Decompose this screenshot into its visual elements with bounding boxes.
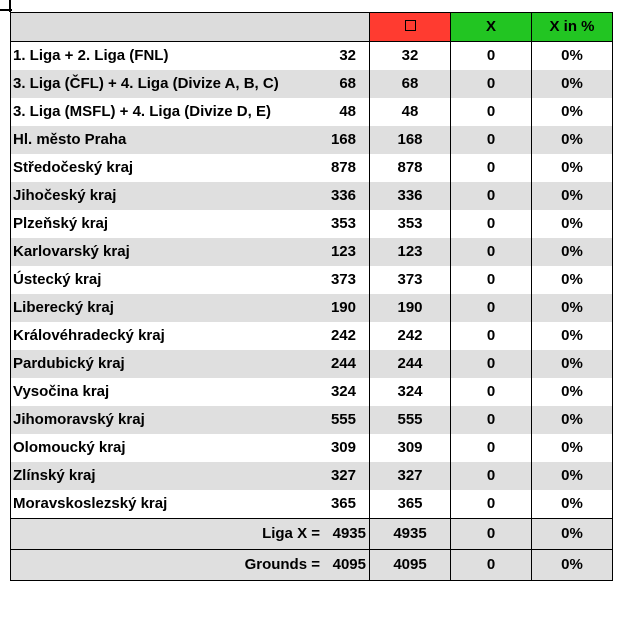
row-count[interactable]: 555 — [370, 406, 451, 434]
table-row — [11, 490, 613, 519]
header-row — [11, 13, 613, 42]
row-x-pct[interactable]: 0% — [532, 406, 613, 434]
row-name-cell[interactable] — [11, 238, 370, 266]
row-x-pct[interactable]: 0% — [532, 182, 613, 210]
row-total: 353 — [330, 215, 356, 232]
table-row — [11, 378, 613, 406]
row-total: 324 — [330, 383, 356, 400]
row-x[interactable]: 0 — [451, 406, 532, 434]
table-row — [11, 350, 613, 378]
row-name: Královéhradecký kraj — [13, 327, 165, 344]
row-x[interactable]: 0 — [451, 294, 532, 322]
row-count[interactable]: 242 — [370, 322, 451, 350]
row-count[interactable]: 190 — [370, 294, 451, 322]
row-x-pct[interactable]: 0% — [532, 126, 613, 154]
row-total: 68 — [339, 75, 356, 92]
row-x[interactable]: 0 — [451, 462, 532, 490]
summary-total: 4935 — [332, 525, 366, 542]
row-name: 3. Liga (MSFL) + 4. Liga (Divize D, E) — [13, 103, 271, 120]
summary-x[interactable]: 0 — [451, 519, 532, 550]
row-name-cell[interactable] — [11, 266, 370, 294]
row-total: 373 — [330, 271, 356, 288]
row-count[interactable]: 309 — [370, 434, 451, 462]
row-total: 190 — [330, 299, 356, 316]
row-total: 555 — [330, 411, 356, 428]
row-name-cell[interactable] — [11, 434, 370, 462]
table-row — [11, 182, 613, 210]
row-name-cell[interactable] — [11, 322, 370, 350]
cell-cursor-cross — [0, 0, 12, 12]
row-name: Plzeňský kraj — [13, 215, 109, 232]
row-x-pct[interactable]: 0% — [532, 210, 613, 238]
row-x[interactable]: 0 — [451, 182, 532, 210]
row-name-cell[interactable] — [11, 182, 370, 210]
row-name-cell[interactable] — [11, 154, 370, 182]
row-count[interactable]: 878 — [370, 154, 451, 182]
row-name: Ústecký kraj — [13, 271, 102, 288]
row-name: Moravskoslezský kraj — [13, 495, 168, 512]
row-count[interactable]: 48 — [370, 98, 451, 126]
table-row — [11, 434, 613, 462]
row-total: 168 — [330, 131, 356, 148]
row-count[interactable]: 123 — [370, 238, 451, 266]
row-x-pct[interactable]: 0% — [532, 462, 613, 490]
row-name-cell[interactable] — [11, 462, 370, 490]
summary-count[interactable]: 4935 — [370, 519, 451, 550]
row-count[interactable]: 336 — [370, 182, 451, 210]
row-x[interactable]: 0 — [451, 434, 532, 462]
table-row — [11, 462, 613, 490]
row-name-cell[interactable] — [11, 378, 370, 406]
table-row — [11, 322, 613, 350]
summary-x-pct[interactable]: 0% — [532, 519, 613, 550]
summary-x[interactable]: 0 — [451, 550, 532, 581]
row-total: 48 — [339, 103, 356, 120]
row-x[interactable]: 0 — [451, 42, 532, 71]
row-x-pct[interactable]: 0% — [532, 42, 613, 71]
row-name-cell[interactable] — [11, 350, 370, 378]
row-name-cell[interactable] — [11, 490, 370, 519]
header-cell-x[interactable]: X — [451, 13, 532, 42]
summary-label-cell[interactable] — [11, 550, 370, 581]
table-row — [11, 126, 613, 154]
summary-count[interactable]: 4095 — [370, 550, 451, 581]
header-cell-name[interactable] — [11, 13, 370, 42]
row-name: Jihočeský kraj — [13, 187, 117, 204]
row-x-pct[interactable]: 0% — [532, 322, 613, 350]
row-name: Zlínský kraj — [13, 467, 96, 484]
row-x[interactable]: 0 — [451, 266, 532, 294]
summary-label-cell[interactable] — [11, 519, 370, 550]
row-total: 244 — [330, 355, 356, 372]
summary-label: Liga X = — [262, 525, 320, 542]
row-x-pct[interactable]: 0% — [532, 238, 613, 266]
summary-row — [11, 519, 613, 550]
row-name: Karlovarský kraj — [13, 243, 130, 260]
row-x[interactable]: 0 — [451, 238, 532, 266]
box-icon — [405, 20, 416, 31]
row-name: 1. Liga + 2. Liga (FNL) — [13, 47, 169, 64]
row-x-pct[interactable]: 0% — [532, 294, 613, 322]
table-row — [11, 294, 613, 322]
row-x[interactable]: 0 — [451, 154, 532, 182]
row-total: 32 — [339, 47, 356, 64]
row-x-pct[interactable]: 0% — [532, 266, 613, 294]
row-x-pct[interactable]: 0% — [532, 350, 613, 378]
row-x[interactable]: 0 — [451, 210, 532, 238]
table-row — [11, 42, 613, 71]
row-name: Jihomoravský kraj — [13, 411, 145, 428]
row-count[interactable]: 353 — [370, 210, 451, 238]
row-count[interactable]: 324 — [370, 378, 451, 406]
row-x-pct[interactable]: 0% — [532, 154, 613, 182]
row-name: Hl. město Praha — [13, 131, 127, 148]
table-row — [11, 70, 613, 98]
row-name: 3. Liga (ČFL) + 4. Liga (Divize A, B, C) — [13, 75, 279, 92]
row-x[interactable]: 0 — [451, 126, 532, 154]
row-total: 123 — [330, 243, 356, 260]
row-name-cell[interactable] — [11, 210, 370, 238]
row-total: 242 — [330, 327, 356, 344]
row-count[interactable]: 373 — [370, 266, 451, 294]
table-row — [11, 154, 613, 182]
summary-total: 4095 — [332, 556, 366, 573]
row-total: 327 — [330, 467, 356, 484]
row-name-cell[interactable] — [11, 42, 370, 71]
row-count[interactable]: 68 — [370, 70, 451, 98]
row-name-cell[interactable] — [11, 98, 370, 126]
spreadsheet-table — [10, 12, 613, 581]
row-name: Vysočina kraj — [13, 383, 110, 400]
row-x[interactable]: 0 — [451, 490, 532, 519]
row-count[interactable]: 244 — [370, 350, 451, 378]
row-name: Středočeský kraj — [13, 159, 134, 176]
row-total: 878 — [330, 159, 356, 176]
row-total: 309 — [330, 439, 356, 456]
row-x-pct[interactable]: 0% — [532, 98, 613, 126]
row-count[interactable]: 32 — [370, 42, 451, 71]
row-x[interactable]: 0 — [451, 98, 532, 126]
table-row — [11, 98, 613, 126]
row-count[interactable]: 327 — [370, 462, 451, 490]
row-x[interactable]: 0 — [451, 70, 532, 98]
table-row — [11, 210, 613, 238]
row-name-cell[interactable] — [11, 294, 370, 322]
row-total: 336 — [330, 187, 356, 204]
row-name: Pardubický kraj — [13, 355, 125, 372]
row-x[interactable]: 0 — [451, 378, 532, 406]
row-x[interactable]: 0 — [451, 322, 532, 350]
row-x[interactable]: 0 — [451, 350, 532, 378]
row-x-pct[interactable]: 0% — [532, 378, 613, 406]
summary-label: Grounds = — [244, 556, 320, 573]
row-x-pct[interactable]: 0% — [532, 490, 613, 519]
row-count[interactable]: 168 — [370, 126, 451, 154]
row-x-pct[interactable]: 0% — [532, 70, 613, 98]
row-name-cell[interactable] — [11, 406, 370, 434]
table-row — [11, 266, 613, 294]
row-total: 365 — [330, 495, 356, 512]
header-cell-red[interactable] — [370, 13, 451, 42]
table-row — [11, 238, 613, 266]
row-name: Liberecký kraj — [13, 299, 114, 316]
summary-row — [11, 550, 613, 581]
summary-x-pct[interactable]: 0% — [532, 550, 613, 581]
row-name-cell[interactable] — [11, 70, 370, 98]
row-name: Olomoucký kraj — [13, 439, 126, 456]
header-cell-x-pct[interactable]: X in % — [532, 13, 613, 42]
row-count[interactable]: 365 — [370, 490, 451, 519]
row-name-cell[interactable] — [11, 126, 370, 154]
table-row — [11, 406, 613, 434]
row-x-pct[interactable]: 0% — [532, 434, 613, 462]
